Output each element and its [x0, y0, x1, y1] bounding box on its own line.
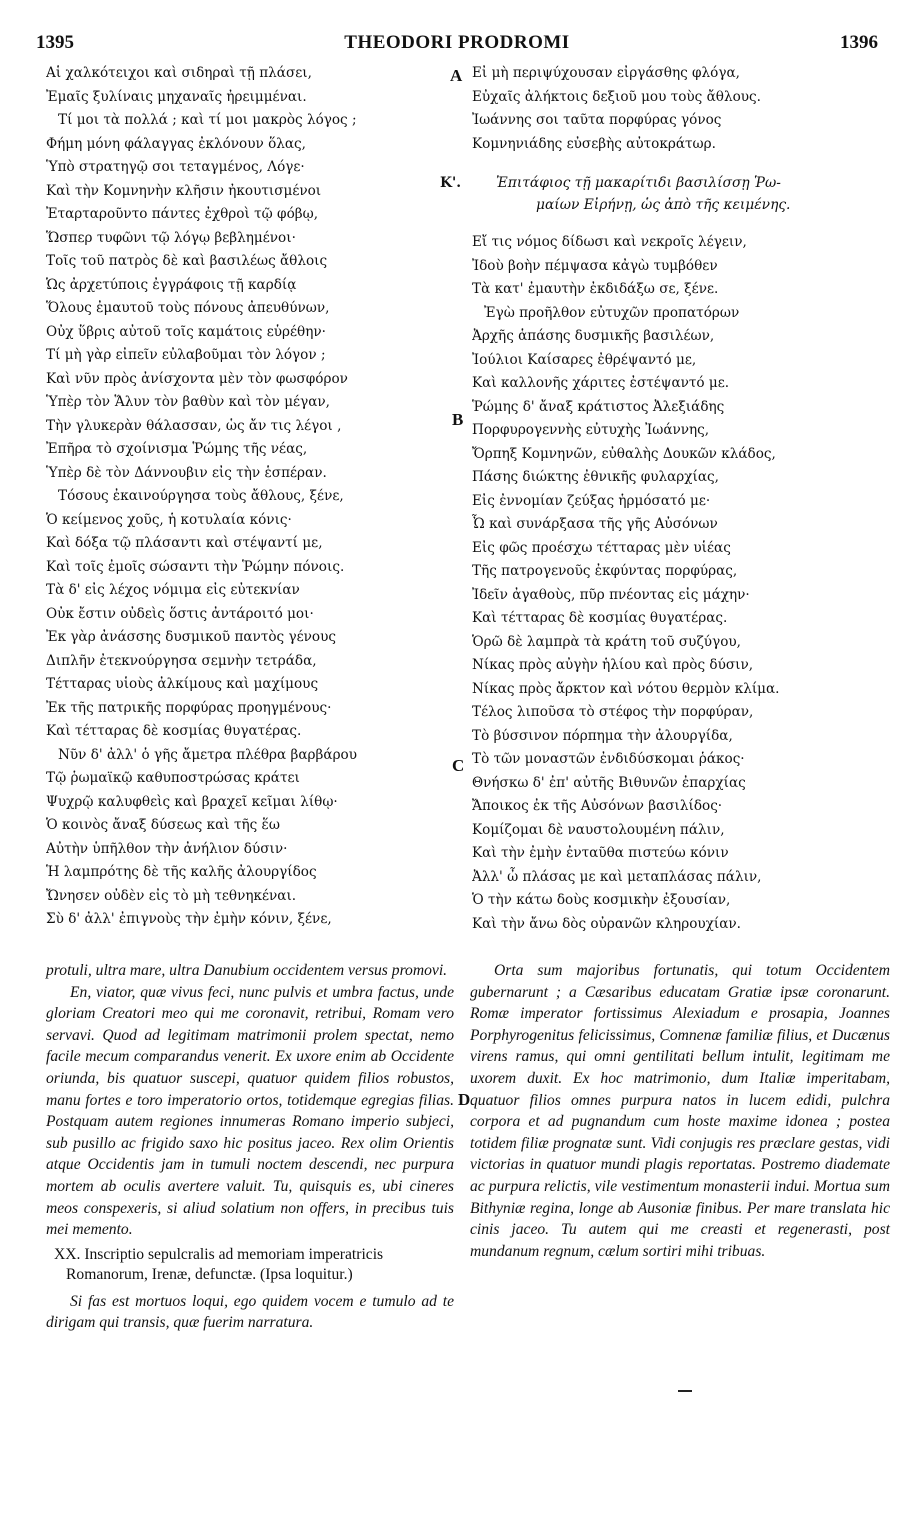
verse-line: Ἐταρταροῦντο πάντες ἐχθροὶ τῷ φόβῳ, — [46, 206, 319, 222]
verse-line: Ἐκ τῆς πατρικῆς πορφύρας προηγμένους· — [46, 699, 332, 716]
verse-line: Ἐπῆρα τὸ σχοίνισμα Ῥώμης τῆς νέας, — [46, 441, 308, 457]
verse-line: Ῥώμης δ' ἄναξ κράτιστος Ἀλεξιάδης — [472, 398, 725, 415]
epitaph-number: Κ'. — [440, 175, 462, 191]
verse-line: Ψυχρῷ καλυφθεὶς καὶ βραχεῖ κεῖμαι λίθῳ· — [46, 793, 338, 810]
latin-translation-right — [470, 960, 890, 1262]
page-number-left: 1395 — [36, 32, 74, 53]
verse-line: Αὐτὴν ὑπῆλθον τὴν ἀνήλιον δύσιν· — [46, 840, 288, 857]
verse-line: Ὁ τὴν κάτω δοὺς κοσμικὴν ἐξουσίαν, — [472, 892, 731, 908]
verse-line: Τὰ δ' εἰς λέχος νόμιμα εἰς εὐτεκνίαν — [46, 582, 300, 598]
verse-line: Ἐκ γὰρ ἀνάσσης δυσμικοῦ παντὸς γένους — [46, 629, 336, 645]
verse-line: Τέτταρας υἱοὺς ἀλκίμους καὶ μαχίμους — [46, 676, 319, 692]
verse-line: Τί μοι τὰ πολλά ; καὶ τί μοι μακρὸς λόγος ; — [58, 112, 357, 128]
verse-line: Νίκας πρὸς ἄρκτον καὶ νότου θερμὸν κλίμα. — [472, 680, 780, 697]
verse-line: Ἐγὼ προῆλθον εὐτυχῶν προπατόρων — [484, 304, 740, 321]
closing-rule — [678, 1390, 692, 1392]
verse-line: Οὐκ ἔστιν οὐδεὶς ὅστις ἀντάροιτό μοι· — [46, 605, 314, 622]
verse-line: Τὴν γλυκερὰν θάλασσαν, ὡς ἄν τις λέγοι , — [46, 417, 342, 434]
verse-line: Τοῖς τοῦ πατρὸς δὲ καὶ βασιλέως ἄθλοις — [46, 253, 328, 269]
latin-translation-left — [46, 960, 454, 1334]
verse-line: Καὶ τέτταρας δὲ κοσμίας θυγατέρας. — [46, 723, 302, 739]
verse-line: Ἰωάννης σοι ταῦτα πορφύρας γόνος — [472, 112, 722, 128]
marker-d: D — [458, 1090, 471, 1109]
verse-line: Τὸ τῶν μοναστῶν ἐνδιδύσκομαι ῥάκος· — [472, 751, 745, 767]
verse-line: Οὐχ ὕβρις αὐτοῦ τοῖς καμάτοις εὑρέθην· — [46, 323, 326, 340]
verse-line: Διπλῆν ἐτεκνούργησα σεμνὴν τετράδα, — [46, 652, 317, 669]
verse-line: Τὰ κατ' ἐμαυτὴν ἐκδιδάξω σε, ξένε. — [472, 281, 719, 297]
latin-paragraph: Orta sum majoribus fortunatis, qui totum Occidentem gubernarunt ; a Cæsaribus educatam Gratiæ ipsæ coronarunt. Romæ imperator fortissimus Alexiadum e prosapia, Joannes Porphyrogenitus felicissimus, Comnenæ familiæ filius, et Ducænus virens ramus, qui omni gentilitati bellum intulit, legitimam me uxorem duxit. Ex hoc matrimonio, dum Italiæ imperitabam, quatuor filios omnes purpura natos in lucem edidi, pulchra corpora et ad pugnandum cum hoste maxime idonea ; postea totidem filiæ prognatæ sunt. Vidi conjugis res præclare gestas, vidi victorias in quatuor mundi plagis reportatas. Postremo diademate ac purpura relictis, vile vestimentum monasterii indui. Mortua sum Bithyniæ regina, longe ab Ausoniæ finibus. Per mare translata hic cinis jaceo. Tu autem qui me creasti et regenerasti, post mundanum regnum, cælum sortiri mihi tribuas. — [470, 962, 890, 1260]
verse-line: Νῦν δ' ἀλλ' ὁ γῆς ἄμετρα πλέθρα βαρβάρου — [58, 746, 358, 763]
latin-paragraph: protuli, ultra mare, ultra Danubium occidentem versus promovi. — [46, 962, 448, 979]
verse-line: Ὁρῶ δὲ λαμπρὰ τὰ κράτη τοῦ συζύγου, — [472, 633, 741, 650]
epitaph-title — [496, 172, 880, 216]
verse-line: Ὁ κείμενος χοῦς, ἡ κοτυλαία κόνις· — [46, 511, 292, 528]
latin-paragraph: En, viator, quæ vivus feci, nunc pulvis et umbra factus, unde gloriam Creatori meo qui me coronavit, retribui, Romam vero servavi. Quod ad legitimam matrimonii prolem spectat, nemo facile mecum comparandus venerit. Ex uxore enim ab Occidente oriunda, bis quatuor suscepi, quatuor quidem filios robustos, manu fortes e toro imperatorio ortos, totidemque egregias filias. Postquam autem regiones innumeras Romano imperio subjeci, sub pusillo ac frigido saxo hic positus jaceo. Rex olim Orientis atque Occidentis jam in tumuli noctem descendi, nec purpura mortem ab oculis avertere valuit. Tu, quisquis es, ubi cineres meos conspexeris, si aliud solatium non offers, in precibus tuis mei memento. — [46, 983, 454, 1239]
page-header — [36, 32, 878, 58]
verse-line: Ἀλλ' ὦ πλάσας με καὶ μεταπλάσας πάλιν, — [472, 868, 762, 885]
verse-line: Πάσης διώκτης ἐθνικῆς φυλαρχίας, — [472, 469, 719, 485]
verse-line: Ἐμαῖς ξυλίναις μηχαναῖς ἠρειμμέναι. — [46, 88, 307, 105]
epitaph-title-line: μαίων Εἰρήνῃ, ὡς ἀπὸ τῆς κειμένης. — [536, 197, 791, 213]
verse-line: Καὶ δόξα τῷ πλάσαντι καὶ στέψαντί με, — [46, 535, 323, 551]
verse-line: Σὺ δ' ἀλλ' ἐπιγνοὺς τὴν ἐμὴν κόνιν, ξένε, — [46, 911, 332, 927]
epitaph-title-line: Ἐπιτάφιος τῇ μακαρίτιδι βασιλίσσῃ Ῥω- — [496, 175, 781, 191]
verse-line: Καὶ τὴν ἐμὴν ἐνταῦθα πιστεύω κόνιν — [472, 845, 729, 861]
running-title: THEODORI PRODROMI — [344, 32, 570, 53]
verse-line: Θνήσκω δ' ἐπ' αὐτῆς Βιθυνῶν ἐπαρχίας — [472, 774, 746, 791]
verse-line: Ὑπὲρ τὸν Ἅλυν τὸν βαθὺν καὶ τὸν μέγαν, — [46, 394, 330, 410]
verse-line: Τὸ βύσσινον πόρπημα τὴν ἀλουργίδα, — [472, 727, 733, 744]
verse-line: Κομνηνιάδης εὐσεβὴς αὐτοκράτωρ. — [472, 135, 716, 152]
verse-line: Καὶ τέτταρας δὲ κοσμίας θυγατέρας. — [472, 610, 728, 626]
verse-line: Ὑπὸ στρατηγῷ σοι τεταγμένος, Λόγε· — [46, 159, 305, 175]
marker-b: B — [452, 410, 464, 429]
verse-line: Ἡ λαμπρότης δὲ τῆς καλῆς ἀλουργίδος — [46, 864, 317, 880]
latin-paragraph: Si fas est mortuos loqui, ego quidem vocem e tumulo ad te dirigam qui transis, quæ fuerim narratura. — [46, 1292, 454, 1332]
verse-line: Νίκας πρὸς αὐγὴν ἡλίου καὶ πρὸς δύσιν, — [472, 657, 754, 673]
verse-line: Εἰς ἐννομίαν ζεύξας ἡρμόσατό με· — [472, 492, 711, 509]
verse-line: Ἰδοὺ βοὴν πέμψασα κἀγὼ τυμβόθεν — [472, 257, 718, 274]
verse-line: Εὐχαῖς ἀλήκτοις δεξιοῦ μου τοὺς ἄθλους. — [472, 88, 761, 105]
verse-line: Τῆς πατρογενοῦς ἐκφύντας πορφύρας, — [472, 563, 738, 579]
verse-line: Ἰδεῖν ἀγαθοὺς, πῦρ πνέοντας εἰς μάχην· — [472, 586, 750, 603]
verse-line: Καὶ τὴν ἄνω δὸς οὐρανῶν κληρουχίαν. — [472, 915, 741, 932]
verse-line: Αἱ χαλκότειχοι καὶ σιδηραὶ τῇ πλάσει, — [46, 65, 312, 81]
verse-line: Ὑπὲρ δὲ τὸν Δάννουβιν εἰς τὴν ἑσπέραν. — [46, 464, 327, 481]
verse-line: Καὶ τὴν Κομνηνὴν κλῆσιν ἠκουτισμένοι — [46, 182, 322, 199]
verse-line: Ἄποικος ἐκ τῆς Αὐσόνων βασιλίδος· — [472, 798, 723, 814]
verse-line: Ἰούλιοι Καίσαρες ἐθρέψαντό με, — [472, 351, 697, 368]
verse-line: Φήμη μόνη φάλαγγας ἐκλόνουν ὅλας, — [46, 135, 306, 152]
verse-line: Ὁ κοινὸς ἄναξ δύσεως καὶ τῆς ἕω — [46, 817, 280, 833]
verse-line: Εἰ μὴ περιψύχουσαν εἰργάσθης φλόγα, — [472, 65, 740, 81]
verse-line: Τῷ ῥωμαϊκῷ καθυποστρώσας κράτει — [46, 770, 300, 786]
verse-line: Τόσους ἐκαινούργησα τοὺς ἄθλους, ξένε, — [58, 488, 344, 504]
verse-line: Εἰς φῶς προέσχω τέτταρας μὲν υἱέας — [472, 539, 731, 556]
verse-line: Καὶ τοῖς ἐμοῖς σώσαντι τὴν Ῥώμην πόνοις. — [46, 558, 345, 575]
verse-line: Πορφυρογεννὴς εὐτυχὴς Ἰωάννης, — [472, 422, 710, 438]
verse-line: Ὄρπηξ Κομνηνῶν, εὐθαλὴς Δουκῶν κλάδος, — [472, 445, 776, 462]
verse-line: Ὡς ἀρχετύποις ἐγγράφοις τῇ καρδίᾳ — [46, 276, 297, 293]
verse-line: Εἴ τις νόμος δίδωσι καὶ νεκροῖς λέγειν, — [472, 234, 747, 250]
verse-line: Ὦ καὶ συνάρξασα τῆς γῆς Αὐσόνων — [472, 516, 718, 532]
verse-line: Ἀρχῆς ἁπάσης δυσμικῆς βασιλέων, — [472, 328, 715, 344]
page-number-right: 1396 — [840, 32, 878, 53]
verse-line: Ὤνησεν οὐδὲν εἰς τὸ μὴ τεθνηκέναι. — [46, 887, 297, 904]
verse-line: Τέλος λιποῦσα τὸ στέφος τὴν πορφύραν, — [472, 704, 754, 720]
verse-line: Τί μὴ γὰρ εἰπεῖν εὐλαβοῦμαι τὸν λόγον ; — [46, 347, 326, 363]
verse-line: Καὶ καλλονῆς χάριτες ἐστέψαντό με. — [472, 375, 730, 391]
greek-verse-left-column — [46, 62, 446, 932]
verse-line: Ὥσπερ τυφῶνι τῷ λόγῳ βεβλημένοι· — [46, 229, 296, 246]
marker-c: C — [452, 756, 465, 775]
greek-verse-right-column-epitaph — [472, 231, 892, 936]
greek-verse-right-column-top — [472, 62, 892, 156]
verse-line: Κομίζομαι δὲ ναυστολουμένη πάλιν, — [472, 821, 725, 838]
verse-line: Ὅλους ἐμαυτοῦ τοὺς πόνους ἀπευθύνων, — [46, 300, 330, 316]
verse-line: Καὶ νῦν πρὸς ἀνίσχοντα μὲν τὸν φωσφόρον — [46, 370, 348, 387]
section-heading-xx: XX. Inscriptio sepulcralis ad memoriam imperatricis Romanorum, Irenæ, defunctæ. (Ipsa loquitur.) — [54, 1245, 384, 1283]
marker-a: A — [450, 66, 463, 85]
